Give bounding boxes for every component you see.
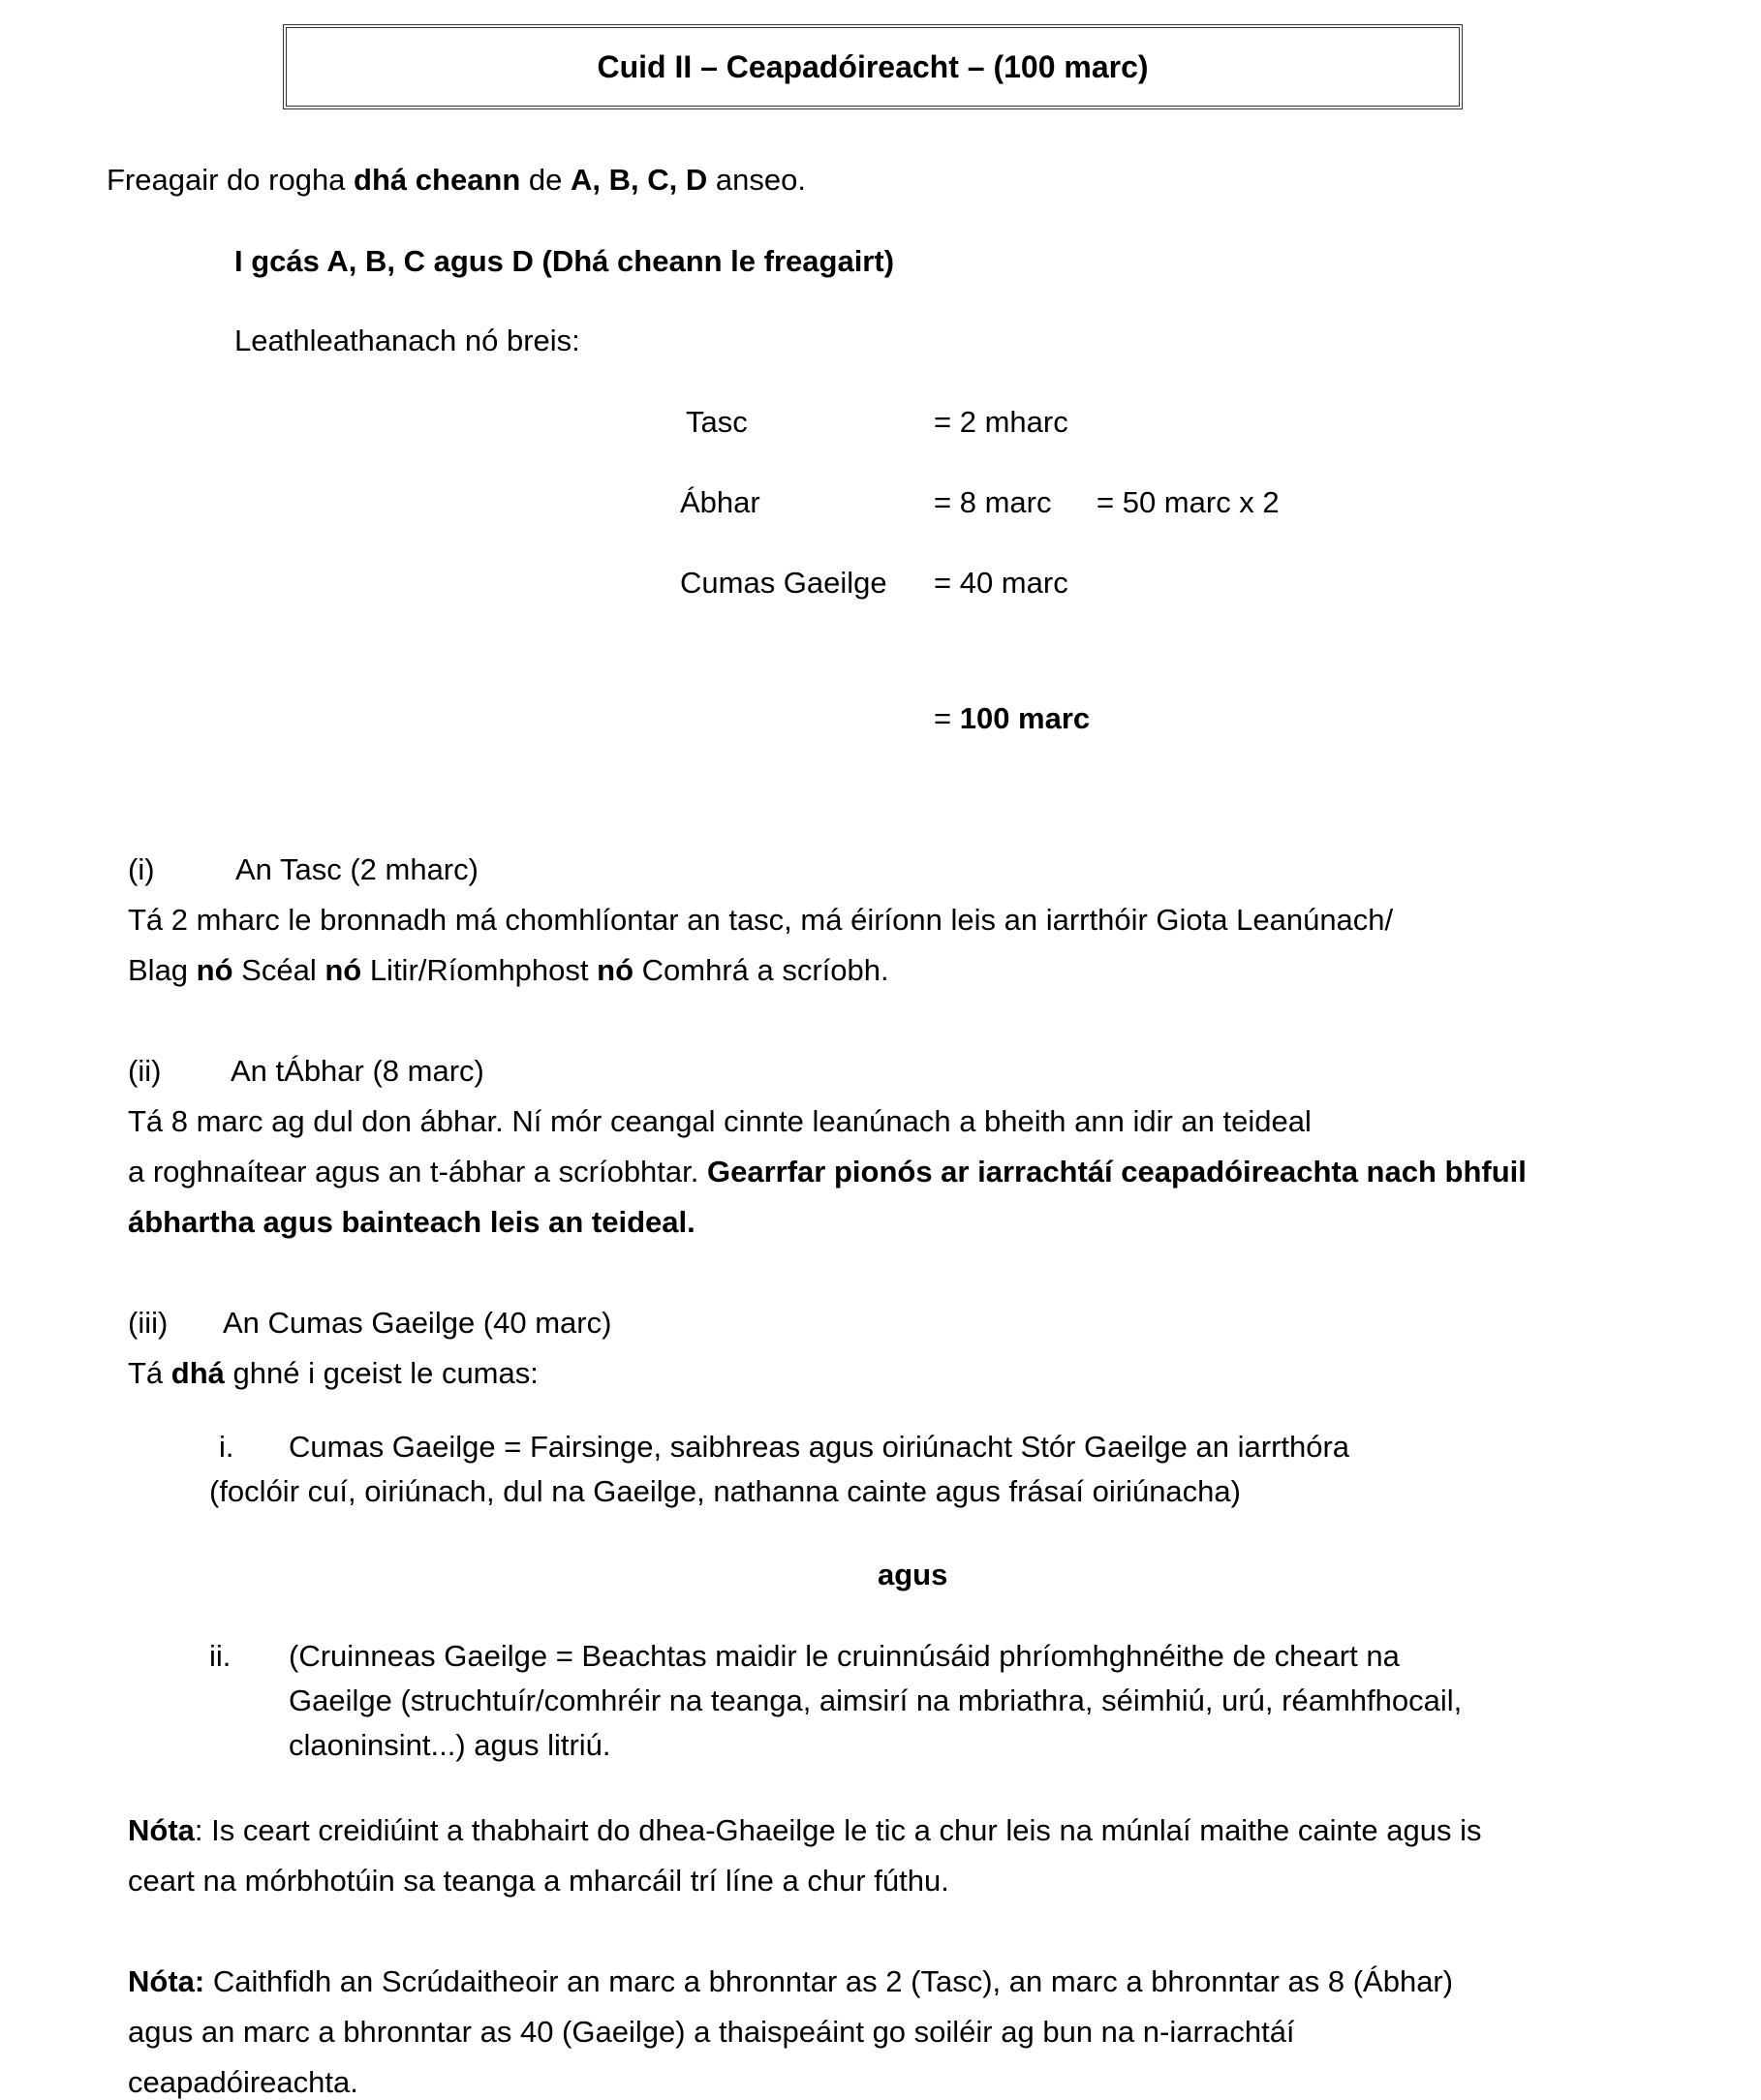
note-text [128, 1964, 1453, 1999]
list-item-text: claoninsint...) agus litriú. [289, 1728, 611, 1762]
marks-row-label: Cumas Gaeilge [680, 566, 887, 600]
text: Blag [128, 953, 197, 987]
text: Tá [128, 1356, 171, 1390]
section-text [128, 1356, 539, 1391]
text: Scéal [232, 953, 325, 987]
marks-total [934, 701, 1090, 736]
marks-row-subtotal: = 50 marc x 2 [1097, 485, 1280, 519]
list-item-text: (Cruinneas Gaeilge = Beachtas maidir le cruinnúsáid phríomhghnéithe de cheart na [289, 1639, 1400, 1673]
case-heading: I gcás A, B, C agus D (Dhá cheann le freagairt) [234, 244, 895, 278]
section-text: Tá 2 mharc le bronnadh má chomhlíontar an tasc, má éiríonn leis an iarrthóir Giota Leanúnach/ [128, 903, 1394, 937]
list-item-text: (foclóir cuí, oiriúnach, dul na Gaeilge, nathanna cainte agus frásaí oiriúnacha) [209, 1474, 1241, 1508]
note-text: agus an marc a bhronntar as 40 (Gaeilge) a thaispeáint go soiléir ag bun na n-iarrachtáí [128, 2015, 1295, 2049]
marks-row-label: Ábhar [680, 485, 760, 519]
section-heading: An Cumas Gaeilge (40 marc) [223, 1306, 612, 1340]
note-label: Nóta [128, 1813, 195, 1847]
section-number: (ii) [128, 1054, 162, 1088]
section-text-emphasis: ábhartha agus bainteach leis an teideal. [128, 1205, 695, 1239]
connector: agus [878, 1558, 948, 1591]
section-heading: An tÁbhar (8 marc) [231, 1054, 484, 1088]
marks-row-value: = 8 marc [934, 485, 1052, 519]
text-emphasis: nó [324, 953, 362, 987]
section-number: (i) [128, 852, 155, 886]
text: ghné i gceist le cumas: [224, 1356, 539, 1390]
instructions-text: Freagair do rogha [107, 163, 355, 197]
list-item-text: Cumas Gaeilge = Fairsinge, saibhreas agus oiriúnacht Stór Gaeilge an iarrthóra [289, 1430, 1350, 1464]
list-marker: i. [219, 1430, 234, 1464]
text-emphasis: nó [196, 953, 233, 987]
text: Caithfidh an Scrúdaitheoir an marc a bhronntar as 2 (Tasc), an marc a bhronntar as 8 (Ábhar) [204, 1964, 1454, 1998]
text-emphasis: nó [597, 953, 634, 987]
section-heading: An Tasc (2 mharc) [235, 852, 479, 886]
section-title-box [283, 24, 1463, 109]
marks-total-eq: = [934, 701, 960, 735]
instructions-emphasis: dhá cheann [354, 163, 521, 197]
list-item-text: Gaeilge (struchtuír/comhréir na teanga, aimsirí na mbriathra, séimhiú, urú, réamhfhocail, [289, 1683, 1463, 1717]
marks-total-value: 100 marc [959, 701, 1091, 735]
section-title: Cuid II – Ceapadóireacht – (100 marc) [597, 48, 1149, 84]
instructions-options: A, B, C, D [571, 163, 708, 197]
marks-row-label: Tasc [686, 405, 748, 439]
note-text [128, 1813, 1481, 1848]
text: : Is ceart creidiúint a thabhairt do dhea-Ghaeilge le tic a chur leis na múnlaí maithe cainte agus is [194, 1813, 1482, 1847]
text-emphasis: Gearrfar pionós ar iarrachtáí ceapadóireachta nach bhfuil [707, 1155, 1527, 1189]
marks-row-value: = 40 marc [934, 566, 1068, 600]
note-text: ceapadóireachta. [128, 2065, 358, 2099]
length-label: Leathleathanach nó breis: [234, 324, 580, 357]
note-label: Nóta: [128, 1964, 205, 1998]
section-text [128, 1155, 1527, 1189]
instructions-text: de [520, 163, 572, 197]
text: Litir/Ríomhphost [361, 953, 598, 987]
list-marker: ii. [209, 1639, 232, 1673]
text: Comhrá a scríobh. [633, 953, 889, 987]
text: a roghnaítear agus an t-ábhar a scríobhtar. [128, 1155, 707, 1189]
section-number: (iii) [128, 1306, 169, 1340]
instructions [107, 163, 806, 198]
note-text: ceart na mórbhotúin sa teanga a mharcáil trí líne a chur fúthu. [128, 1864, 949, 1898]
text-emphasis: dhá [170, 1356, 225, 1390]
section-text: Tá 8 marc ag dul don ábhar. Ní mór ceangal cinnte leanúnach a bheith ann idir an teideal [128, 1104, 1312, 1138]
section-text [128, 953, 889, 988]
marks-row-value: = 2 mharc [934, 405, 1068, 439]
instructions-text: anseo. [707, 163, 806, 197]
